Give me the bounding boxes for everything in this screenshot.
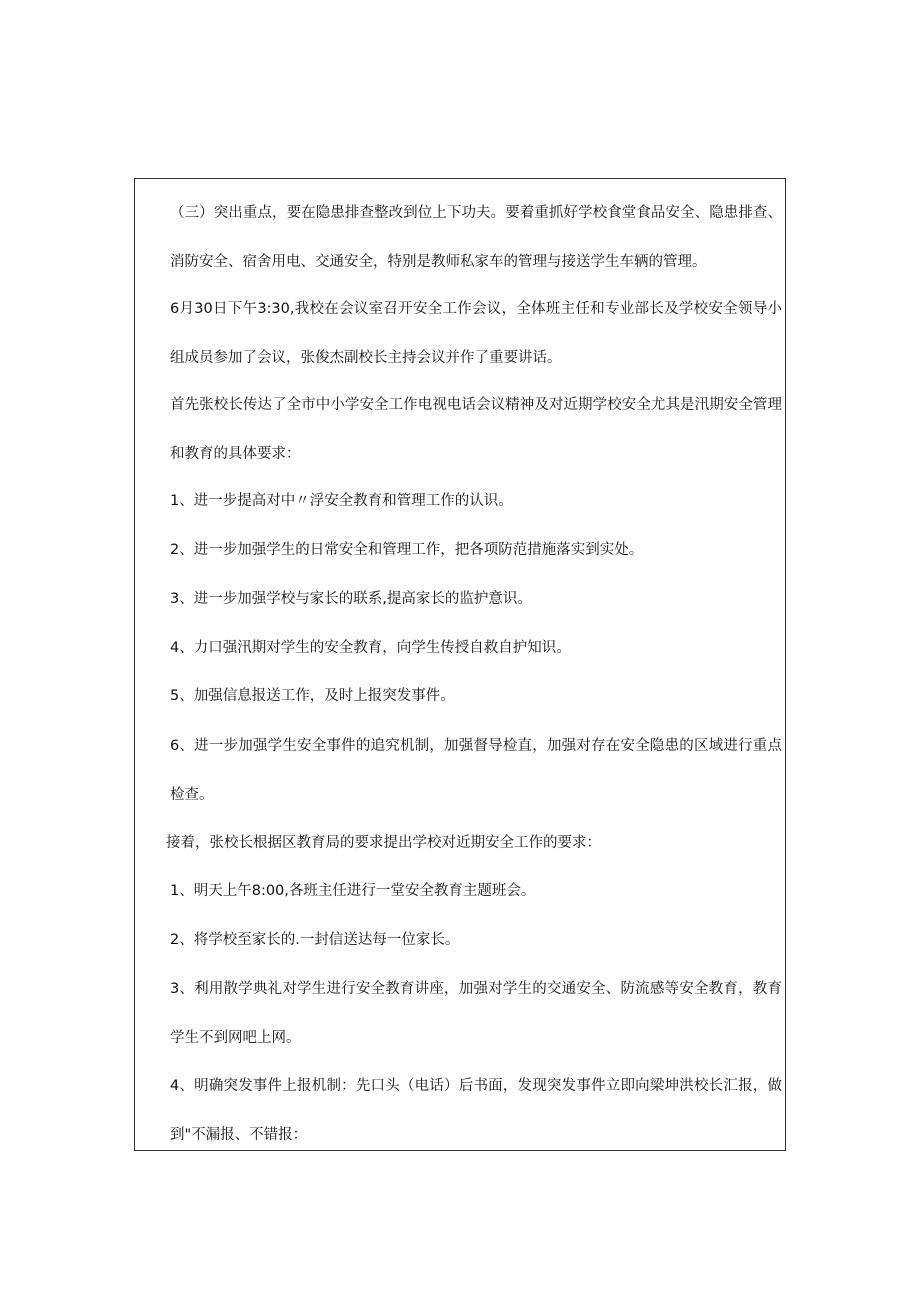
list-item: 2、将学校至家长的.一封信送达每一位家长。 [170,932,460,948]
paragraph-focus-points: （三）突出重点，要在隐患排查整改到位上下功夫。要着重抓好学校食堂食品安全、隐患排查、消防安全、宿舍用电、交通安全，特别是教师私家车的管理与接送学生车辆的管理。 [170,205,782,270]
list-item: 5、加强信息报送工作，及时上报突发事件。 [170,688,455,704]
paragraph-then-requirements: 接着，张校长根据区教育局的要求提出学校对近期安全工作的要求： [166,835,601,851]
list-item: 1、进一步提高对中〃浮安全教育和管理工作的认识。 [170,493,513,509]
list-item: 6、进一步加强学生安全事件的追究机制，加强督导检直，加强对存在安全隐患的区域进行重点检查。 [170,738,782,803]
list-item: 4、明确突发事件上报机制：先口头（电话）后书面，发现突发事件立即向梁坤洪校长汇报，做到"不漏报、不错报： [170,1078,782,1143]
list-item: 4、力口强汛期对学生的安全教育，向学生传授自救自护知识。 [170,640,571,656]
paragraph-meeting-intro: 6月30日下午3:30,我校在会议室召开安全工作会议，全体班主任和专业部长及学校安全领导小组成员参加了会议，张俊杰副校长主持会议并作了重要讲话。 [170,301,782,366]
list-item: 1、明天上午8:00,各班主任进行一堂安全教育主题班会。 [170,883,536,899]
paragraph-principal-conveyed: 首先张校长传达了全市中小学安全工作电视电话会议精神及对近期学校安全尤其是汛期安全管理和教育的具体要求： [170,397,782,462]
list-item: 3、进一步加强学校与家长的联系,提高家长的监护意识。 [170,591,532,607]
list-item: 3、利用散学典礼对学生进行安全教育讲座，加强对学生的交通安全、防流感等安全教育，教育学生不到网吧上网。 [170,981,782,1046]
list-item: 2、进一步加强学生的日常安全和管理工作，把各项防范措施落实到实处。 [170,542,644,558]
